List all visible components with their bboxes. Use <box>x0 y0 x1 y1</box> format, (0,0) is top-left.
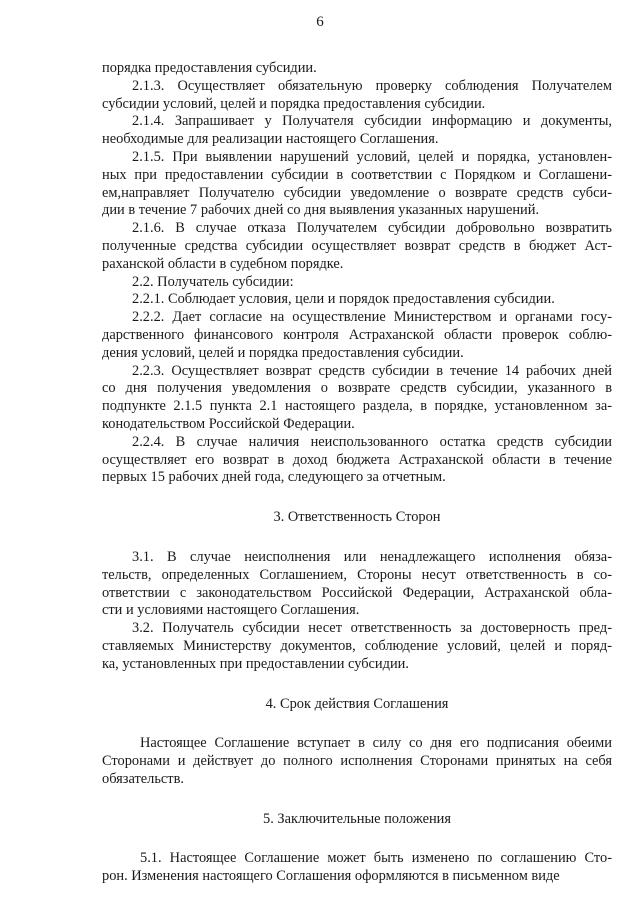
paragraph-2-1-6 <box>102 220 612 273</box>
text-line: необходимые для реализации настоящего Соглашения. <box>102 131 439 148</box>
text-line: Сторонами и действует до полного исполнения Сторонами принятых на себя <box>102 753 612 770</box>
section-4-heading: 4. Срок действия Соглашения <box>265 695 449 712</box>
text-line: субсидии условий, целей и порядка предоставления субсидии. <box>102 95 486 112</box>
text-line: дения условий, целей и порядка предоставления субсидии. <box>102 344 464 361</box>
text-line: 3.1. В случае неисполнения или ненадлежащего исполнения обяза- <box>132 548 612 565</box>
text-line: 2.1.6. В случае отказа Получателем субсидии добровольно возвратить <box>132 220 612 237</box>
text-line: 2.1.5. При выявлении нарушений условий, целей и порядка, установлен- <box>132 148 612 165</box>
paragraph-3-2 <box>102 620 612 673</box>
paragraph-3-1 <box>102 549 612 620</box>
paragraph-2-1-5 <box>102 149 612 220</box>
text-line: дии в течение 7 рабочих дней со дня выявления указанных нарушений. <box>102 202 540 219</box>
text-line: со дня получения уведомления о возврате средств субсидии, указанного в <box>102 380 612 397</box>
paragraph-2-2-4 <box>102 434 612 487</box>
paragraph-2-2 <box>102 274 612 292</box>
page-number: 6 <box>316 14 324 30</box>
document-body <box>102 60 612 886</box>
paragraph-2-2-3 <box>102 363 612 434</box>
text-line: 5.1. Настоящее Соглашение может быть изменено по соглашению Сто- <box>140 850 612 867</box>
text-line: Настоящее Соглашение вступает в силу со дня его подписания обеими <box>140 735 612 752</box>
paragraph-4 <box>102 735 612 788</box>
text-line: 2.2.3. Осуществляет возврат средств субсидии в течение 14 рабочих дней <box>132 362 612 379</box>
section-3-body <box>102 549 612 674</box>
text-line: 2.2.4. В случае наличия неиспользованного остатка средств субсидии <box>132 433 612 450</box>
text-line: сти и условиями настоящего Соглашения. <box>102 602 360 619</box>
text-line: обязательств. <box>102 770 184 787</box>
text-line: 3.2. Получатель субсидии несет ответственность за достоверность пред- <box>132 620 612 637</box>
text-line: ответствии с законодательством Российской Федерации, Астраханской обла- <box>102 584 612 601</box>
section-4-body <box>102 735 612 788</box>
paragraph-2-1-4 <box>102 113 612 149</box>
text-line: 2.2. Получатель субсидии: <box>132 273 294 290</box>
text-line: рон. Изменения настоящего Соглашения оформляются в письменном виде <box>102 868 560 885</box>
text-line: осуществляет его возврат в доход бюджета Астраханской области в течение <box>102 451 612 468</box>
text-line: ем,направляет Получателю субсидии уведомление о возврате средств субси- <box>102 184 612 201</box>
text-line: конодательством Российской Федерации. <box>102 415 355 432</box>
paragraph-5-1 <box>102 850 612 886</box>
text-line: 2.2.1. Соблюдает условия, цели и порядок предоставления субсидии. <box>132 291 555 308</box>
text-line: ставляемых Министерству документов, соблюдение условий, целей и поряд- <box>102 637 612 654</box>
text-line: порядка предоставления субсидии. <box>102 60 317 76</box>
text-line: подпункте 2.1.5 пункта 2.1 настоящего раздела, в порядке, установленном за- <box>102 398 612 415</box>
paragraph-2-2-1 <box>102 291 612 309</box>
text-line: полученные средства субсидии осуществляет возврат средств в бюджет Аст- <box>102 237 612 254</box>
paragraph-2-1-3 <box>102 78 612 114</box>
text-line: 2.1.3. Осуществляет обязательную проверку соблюдения Получателем <box>132 77 612 94</box>
text-line: раханской области в судебном порядке. <box>102 255 344 272</box>
text-line: 2.1.4. Запрашивает у Получателя субсидии информацию и документы, <box>132 113 612 130</box>
section-2-continued <box>102 60 612 487</box>
text-line: тельств, определенных Соглашением, Стороны несут ответственность в со- <box>102 566 612 583</box>
text-line: дарственного финансового контроля Астраханской области проверок соблю- <box>102 326 612 343</box>
section-5-heading: 5. Заключительные положения <box>263 810 451 827</box>
section-5-body <box>102 850 612 886</box>
text-line: 2.2.2. Дает согласие на осуществление Министерством и органами госу- <box>132 309 612 326</box>
paragraph-intro <box>102 60 612 78</box>
text-line: ка, установленных при предоставлении субсидии. <box>102 655 409 672</box>
section-3-heading: 3. Ответственность Сторон <box>273 509 441 526</box>
text-line: первых 15 рабочих дней года, следующего за отчетным. <box>102 469 446 486</box>
text-line: ных при предоставлении субсидии в соответствии с Порядком и Соглашени- <box>102 166 612 183</box>
paragraph-2-2-2 <box>102 309 612 362</box>
